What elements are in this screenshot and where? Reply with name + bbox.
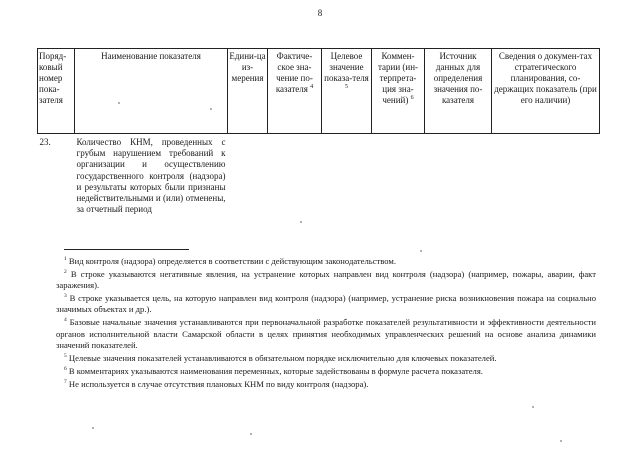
footnote: $^7$ Не используется в случае отсутствия плановых КНМ по виду контроля (надзора). bbox=[64, 378, 369, 389]
scan-speck bbox=[92, 427, 94, 429]
scan-speck bbox=[118, 102, 120, 104]
scan-speck bbox=[420, 250, 422, 252]
footnote-divider bbox=[64, 249, 189, 250]
footnote: $^1$ Вид контроля (надзора) определяется в соответствии с действующим законодательством. bbox=[64, 256, 396, 266]
header-comments: Коммен-тарии (ин-терпрета-ция зна-чений) $^6$ bbox=[372, 49, 425, 134]
scan-speck bbox=[210, 108, 212, 110]
header-target-value: Целевое значение показа-теля $^5$ bbox=[322, 49, 372, 134]
header-row-number: Поряд-ковый номер пока-зателя bbox=[38, 49, 75, 134]
footnote: $^2$ В строке указываются негативные явления, на устранение которых направлен вид контроля (надзора) (например, пожары, аварии, факт заражения). bbox=[56, 269, 596, 291]
footnotes bbox=[56, 256, 596, 392]
row-number: 23. bbox=[39, 137, 51, 147]
footnote: $^4$ Базовые начальные значения устанавливаются при первоначальной разработке показателей результативности и эффективности деятельности органов исполнительной власти Самарской области в целях принятия необходимых управленческих решений на основе анализа динамики значений показателей. bbox=[56, 317, 596, 350]
footnote: $^3$ В строке указывается цель, на которую направлен вид контроля (надзора) (например, устранение риска возникновения пожара на социально значимых объектах и др.). bbox=[56, 293, 597, 315]
header-actual-value: Фактиче-ское зна-чение по-казателя $^4$ bbox=[268, 49, 322, 134]
indicators-table bbox=[37, 48, 600, 215]
scan-speck bbox=[250, 433, 252, 435]
scan-speck bbox=[300, 221, 302, 223]
header-strategic-documents: Сведения о докумен-тах стратегического планирования, со-держащих показатель (при его наличии) bbox=[492, 49, 600, 134]
header-unit: Едини-ца из-мерения bbox=[228, 49, 268, 134]
scan-speck bbox=[532, 406, 534, 408]
row-unit bbox=[228, 134, 268, 216]
header-indicator-name: Наименование показателя bbox=[75, 49, 228, 134]
table-row bbox=[38, 134, 600, 216]
page-number: 8 bbox=[317, 8, 323, 18]
header-data-source: Источник данных для определения значения по-казателя bbox=[425, 49, 492, 134]
scan-speck bbox=[560, 440, 562, 442]
row-target-value bbox=[322, 134, 372, 216]
row-indicator-name: Количество КНМ, проведенных с грубым нарушением требований к организации и осуществлению государственного контроля (надзора) и результаты которых были признаны недействительными и (или) отменены, за отчетный период bbox=[76, 137, 226, 215]
row-actual-value bbox=[268, 134, 322, 216]
table-header-row bbox=[38, 49, 600, 134]
row-strategic-documents bbox=[492, 134, 600, 216]
footnote: $^5$ Целевые значения показателей устанавливаются в обязательном порядке исключительно для ключевых показателей. bbox=[64, 352, 497, 363]
row-data-source bbox=[425, 134, 492, 216]
footnote: $^6$ В комментариях указываются наименования переменных, которые задействованы в формуле расчета показателя. bbox=[64, 365, 483, 376]
row-comments bbox=[372, 134, 425, 216]
